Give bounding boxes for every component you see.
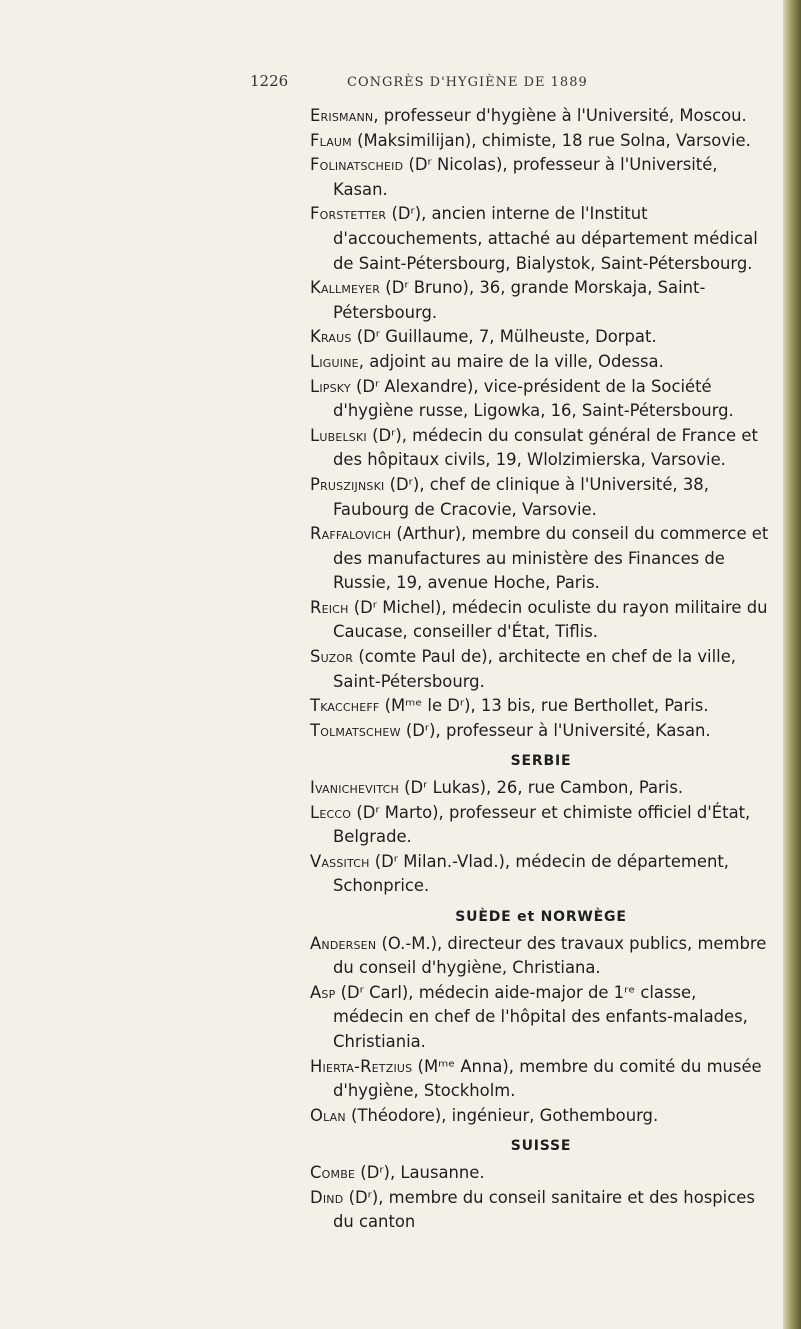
member-details: (Maksimilijan), chimiste, 18 rue Solna, Varsovie.: [351, 130, 751, 150]
member-name: Olan: [310, 1105, 346, 1125]
member-details: (Dʳ Lukas), 26, rue Cambon, Paris.: [398, 778, 684, 798]
member-name: Reich: [310, 597, 349, 617]
member-entry: [310, 596, 772, 645]
member-details: (comte Paul de), architecte en chef de la ville, Saint-Pétersbourg.: [333, 647, 737, 691]
member-name: Erismann: [310, 106, 374, 125]
member-entry: [310, 932, 772, 981]
section-heading: SUÈDE et NORWÈGE: [455, 909, 627, 925]
member-name: Andersen: [310, 933, 377, 953]
member-details: (Dʳ Guillaume, 7, Mülheuste, Dorpat.: [351, 327, 657, 347]
member-entry: [310, 522, 772, 596]
member-entry: [310, 276, 772, 325]
member-details: , adjoint au maire de la ville, Odessa.: [358, 351, 664, 371]
page-header: [250, 72, 770, 98]
member-entry: [310, 1161, 772, 1186]
member-entry: [310, 1055, 772, 1104]
member-entry: [310, 104, 772, 129]
section-heading: SUISSE: [510, 1138, 572, 1155]
member-details: (Dʳ), médecin du consulat général de France et des hôpitaux civils, 19, Wlolzimierska, Varsovie.: [333, 425, 758, 470]
member-entry: [310, 325, 772, 350]
member-entry: [310, 153, 772, 202]
member-entry: [310, 694, 772, 719]
member-details: (Dʳ Carl), médecin aide-major de 1ʳᵉ classe, médecin en chef de l'hôpital des enfants-malades, Christiania.: [333, 982, 748, 1051]
member-name: Lubelski: [310, 425, 367, 445]
member-entry: [310, 645, 772, 694]
member-entry: [310, 350, 772, 375]
member-name: Raffalovich: [310, 524, 392, 544]
member-name: Lecco: [310, 802, 352, 822]
member-name: Combe: [310, 1162, 356, 1182]
member-name: Folinatscheid: [310, 155, 404, 175]
member-entry: [310, 981, 772, 1055]
member-entry: [310, 202, 772, 276]
member-entry: [310, 776, 772, 801]
member-details: (Mᵐᵉ le Dʳ), 13 bis, rue Berthollet, Paris.: [379, 696, 709, 716]
member-details: (Mᵐᵉ Anna), membre du comité du musée d'hygiène, Stockholm.: [333, 1056, 762, 1101]
member-details: (Dʳ Milan.-Vlad.), médecin de département, Schonprice.: [333, 851, 730, 896]
member-entry: [310, 424, 772, 473]
member-list: [310, 104, 772, 1235]
member-name: Vassitch: [310, 851, 370, 871]
member-name: Pruszijnski: [310, 474, 385, 494]
member-entry: [310, 375, 772, 424]
member-entry: [310, 129, 772, 154]
member-name: Lipsky: [310, 376, 351, 396]
member-details: (Dʳ), chef de clinique à l'Université, 38, Faubourg de Cracovie, Varsovie.: [333, 474, 709, 519]
member-name: Ivanichevitch: [310, 778, 399, 798]
member-name: Asp: [310, 982, 336, 1002]
member-name: Tkaccheff: [310, 696, 380, 716]
member-entry: [310, 801, 772, 850]
member-details: (Dʳ), membre du conseil sanitaire et des hospices du canton: [333, 1187, 755, 1232]
member-name: Liguine: [310, 351, 359, 371]
member-name: Tolmatschew: [310, 720, 401, 740]
member-details: (Dʳ Alexandre), vice-président de la Société d'hygiène russe, Ligowka, 16, Saint-Pétersbourg.: [333, 376, 734, 421]
member-details: (O.-M.), directeur des travaux publics, membre du conseil d'hygiène, Christiana.: [333, 933, 767, 978]
member-entry: [310, 473, 772, 522]
member-details: , professeur d'hygiène à l'Université, Moscou.: [373, 106, 747, 125]
member-details: (Dʳ), Lausanne.: [355, 1162, 485, 1182]
member-entry: [310, 850, 772, 899]
member-name: Suzor: [310, 647, 354, 667]
member-name: Kraus: [310, 327, 352, 347]
member-entry: [310, 719, 772, 744]
member-entry: [310, 1186, 772, 1235]
member-name: Dind: [310, 1187, 344, 1207]
member-details: (Dʳ), professeur à l'Université, Kasan.: [400, 720, 711, 740]
member-entry: [310, 1104, 772, 1129]
page-number: 1226: [250, 72, 289, 90]
member-name: Hierta-Retzius: [310, 1056, 413, 1076]
member-details: (Dʳ), ancien interne de l'Institut d'accouchements, attaché au département médical de Saint-Pétersbourg, Bialystok, Saint-Pétersbourg.: [333, 204, 758, 273]
member-details: (Arthur), membre du conseil du commerce et des manufactures au ministère des Finances de Russie, 19, avenue Hoche, Paris.: [333, 524, 769, 593]
section-heading: SERBIE: [510, 753, 572, 770]
member-details: (Dʳ Marto), professeur et chimiste officiel d'État, Belgrade.: [333, 802, 751, 847]
member-name: Forstetter: [310, 204, 387, 224]
member-details: (Dʳ Bruno), 36, grande Morskaja, Saint-Pétersbourg.: [333, 278, 706, 322]
member-name: Kallmeyer: [310, 278, 381, 298]
member-details: (Dʳ Michel), médecin oculiste du rayon militaire du Caucase, conseiller d'État, Tiflis.: [333, 597, 768, 642]
running-title: CONGRÈS D'HYGIÈNE DE 1889: [347, 75, 588, 90]
member-details: (Théodore), ingénieur, Gothembourg.: [345, 1105, 659, 1125]
page-edge: [783, 0, 801, 1329]
member-details: (Dʳ Nicolas), professeur à l'Université, Kasan.: [333, 155, 718, 199]
member-name: Flaum: [310, 130, 352, 150]
